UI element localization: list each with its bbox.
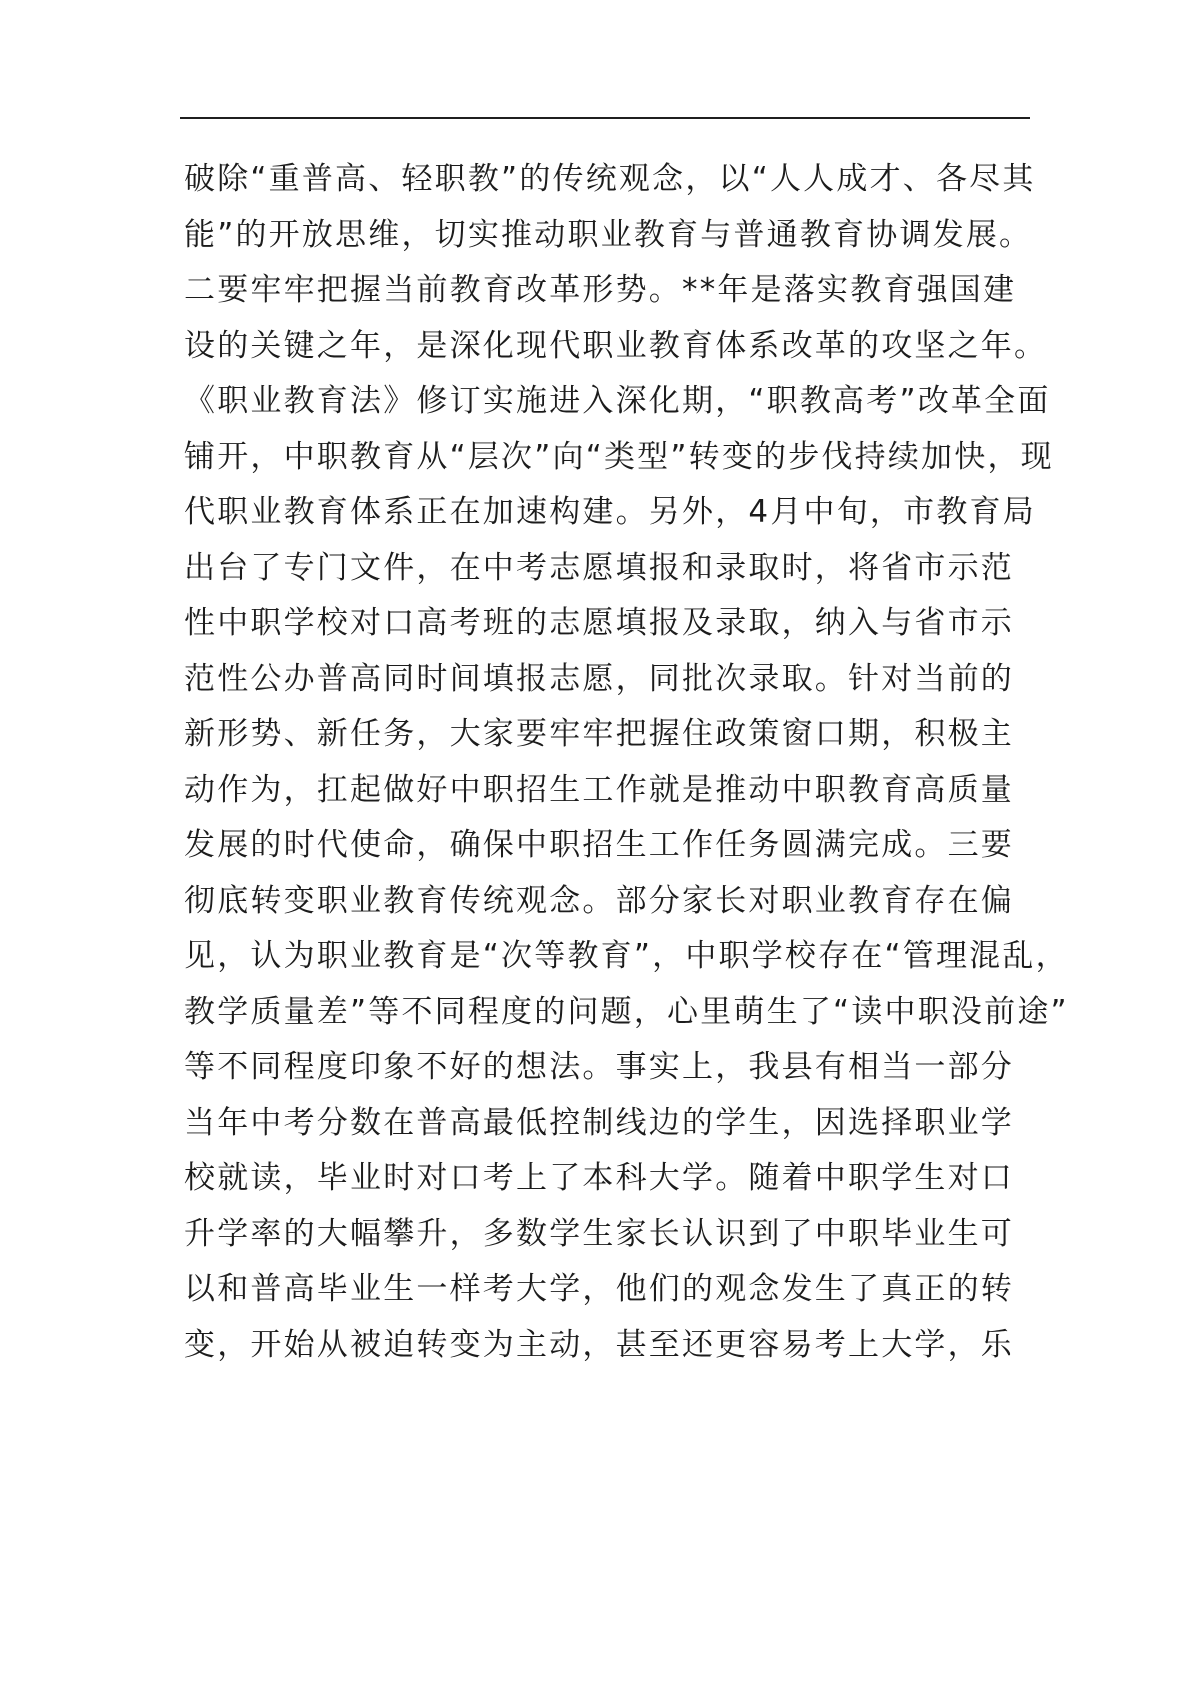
text-line: 新形势、新任务，大家要牢牢把握住政策窗口期，积极主 — [184, 716, 1014, 752]
text-line: 教学质量差”等不同程度的问题，心里萌生了“读中职没前途” — [184, 993, 1069, 1030]
text-line: 二要牢牢把握当前教育改革形势。**年是落实教育强国建 — [184, 272, 1017, 308]
text-line: 以和普高毕业生一样考大学，他们的观念发生了真正的转 — [184, 1271, 1014, 1307]
text-line: 等不同程度印象不好的想法。事实上，我县有相当一部分 — [184, 1049, 1014, 1085]
text-line: 发展的时代使命，确保中职招生工作任务圆满完成。三要 — [184, 827, 1014, 863]
text-line: 能”的开放思维，切实推动职业教育与普通教育协调发展。 — [184, 216, 1033, 253]
text-line: 彻底转变职业教育传统观念。部分家长对职业教育存在偏 — [184, 882, 1014, 919]
text-line: 代职业教育体系正在加速构建。另外，4月中旬，市教育局 — [184, 494, 1036, 530]
text-line: 性中职学校对口高考班的志愿填报及录取，纳入与省市示 — [184, 605, 1014, 641]
text-line: 出台了专门文件，在中考志愿填报和录取时，将省市示范 — [184, 549, 1014, 586]
text-line: 破除“重普高、轻职教”的传统观念，以“人人成才、各尽其 — [184, 161, 1036, 197]
text-line: 升学率的大幅攀升，多数学生家长认识到了中职毕业生可 — [184, 1215, 1014, 1252]
text-line: 铺开，中职教育从“层次”向“类型”转变的步伐持续加快，现 — [184, 438, 1054, 475]
text-line: 《职业教育法》修订实施进入深化期，“职教高考”改革全面 — [184, 383, 1051, 419]
header-rule — [180, 117, 1030, 119]
text-line: 见，认为职业教育是“次等教育”，中职学校存在“管理混乱， — [184, 938, 1069, 974]
text-line: 当年中考分数在普高最低控制线边的学生，因选择职业学 — [184, 1104, 1014, 1141]
text-line: 变，开始从被迫转变为主动，甚至还更容易考上大学，乐 — [184, 1326, 1014, 1363]
text-line: 动作为，扛起做好中职招生工作就是推动中职教育高质量 — [184, 771, 1014, 808]
body-text — [184, 152, 1069, 1373]
text-line: 范性公办普高同时间填报志愿，同批次录取。针对当前的 — [184, 660, 1014, 697]
text-line: 校就读，毕业时对口考上了本科大学。随着中职学生对口 — [184, 1160, 1014, 1196]
text-line: 设的关键之年，是深化现代职业教育体系改革的攻坚之年。 — [184, 327, 1048, 364]
